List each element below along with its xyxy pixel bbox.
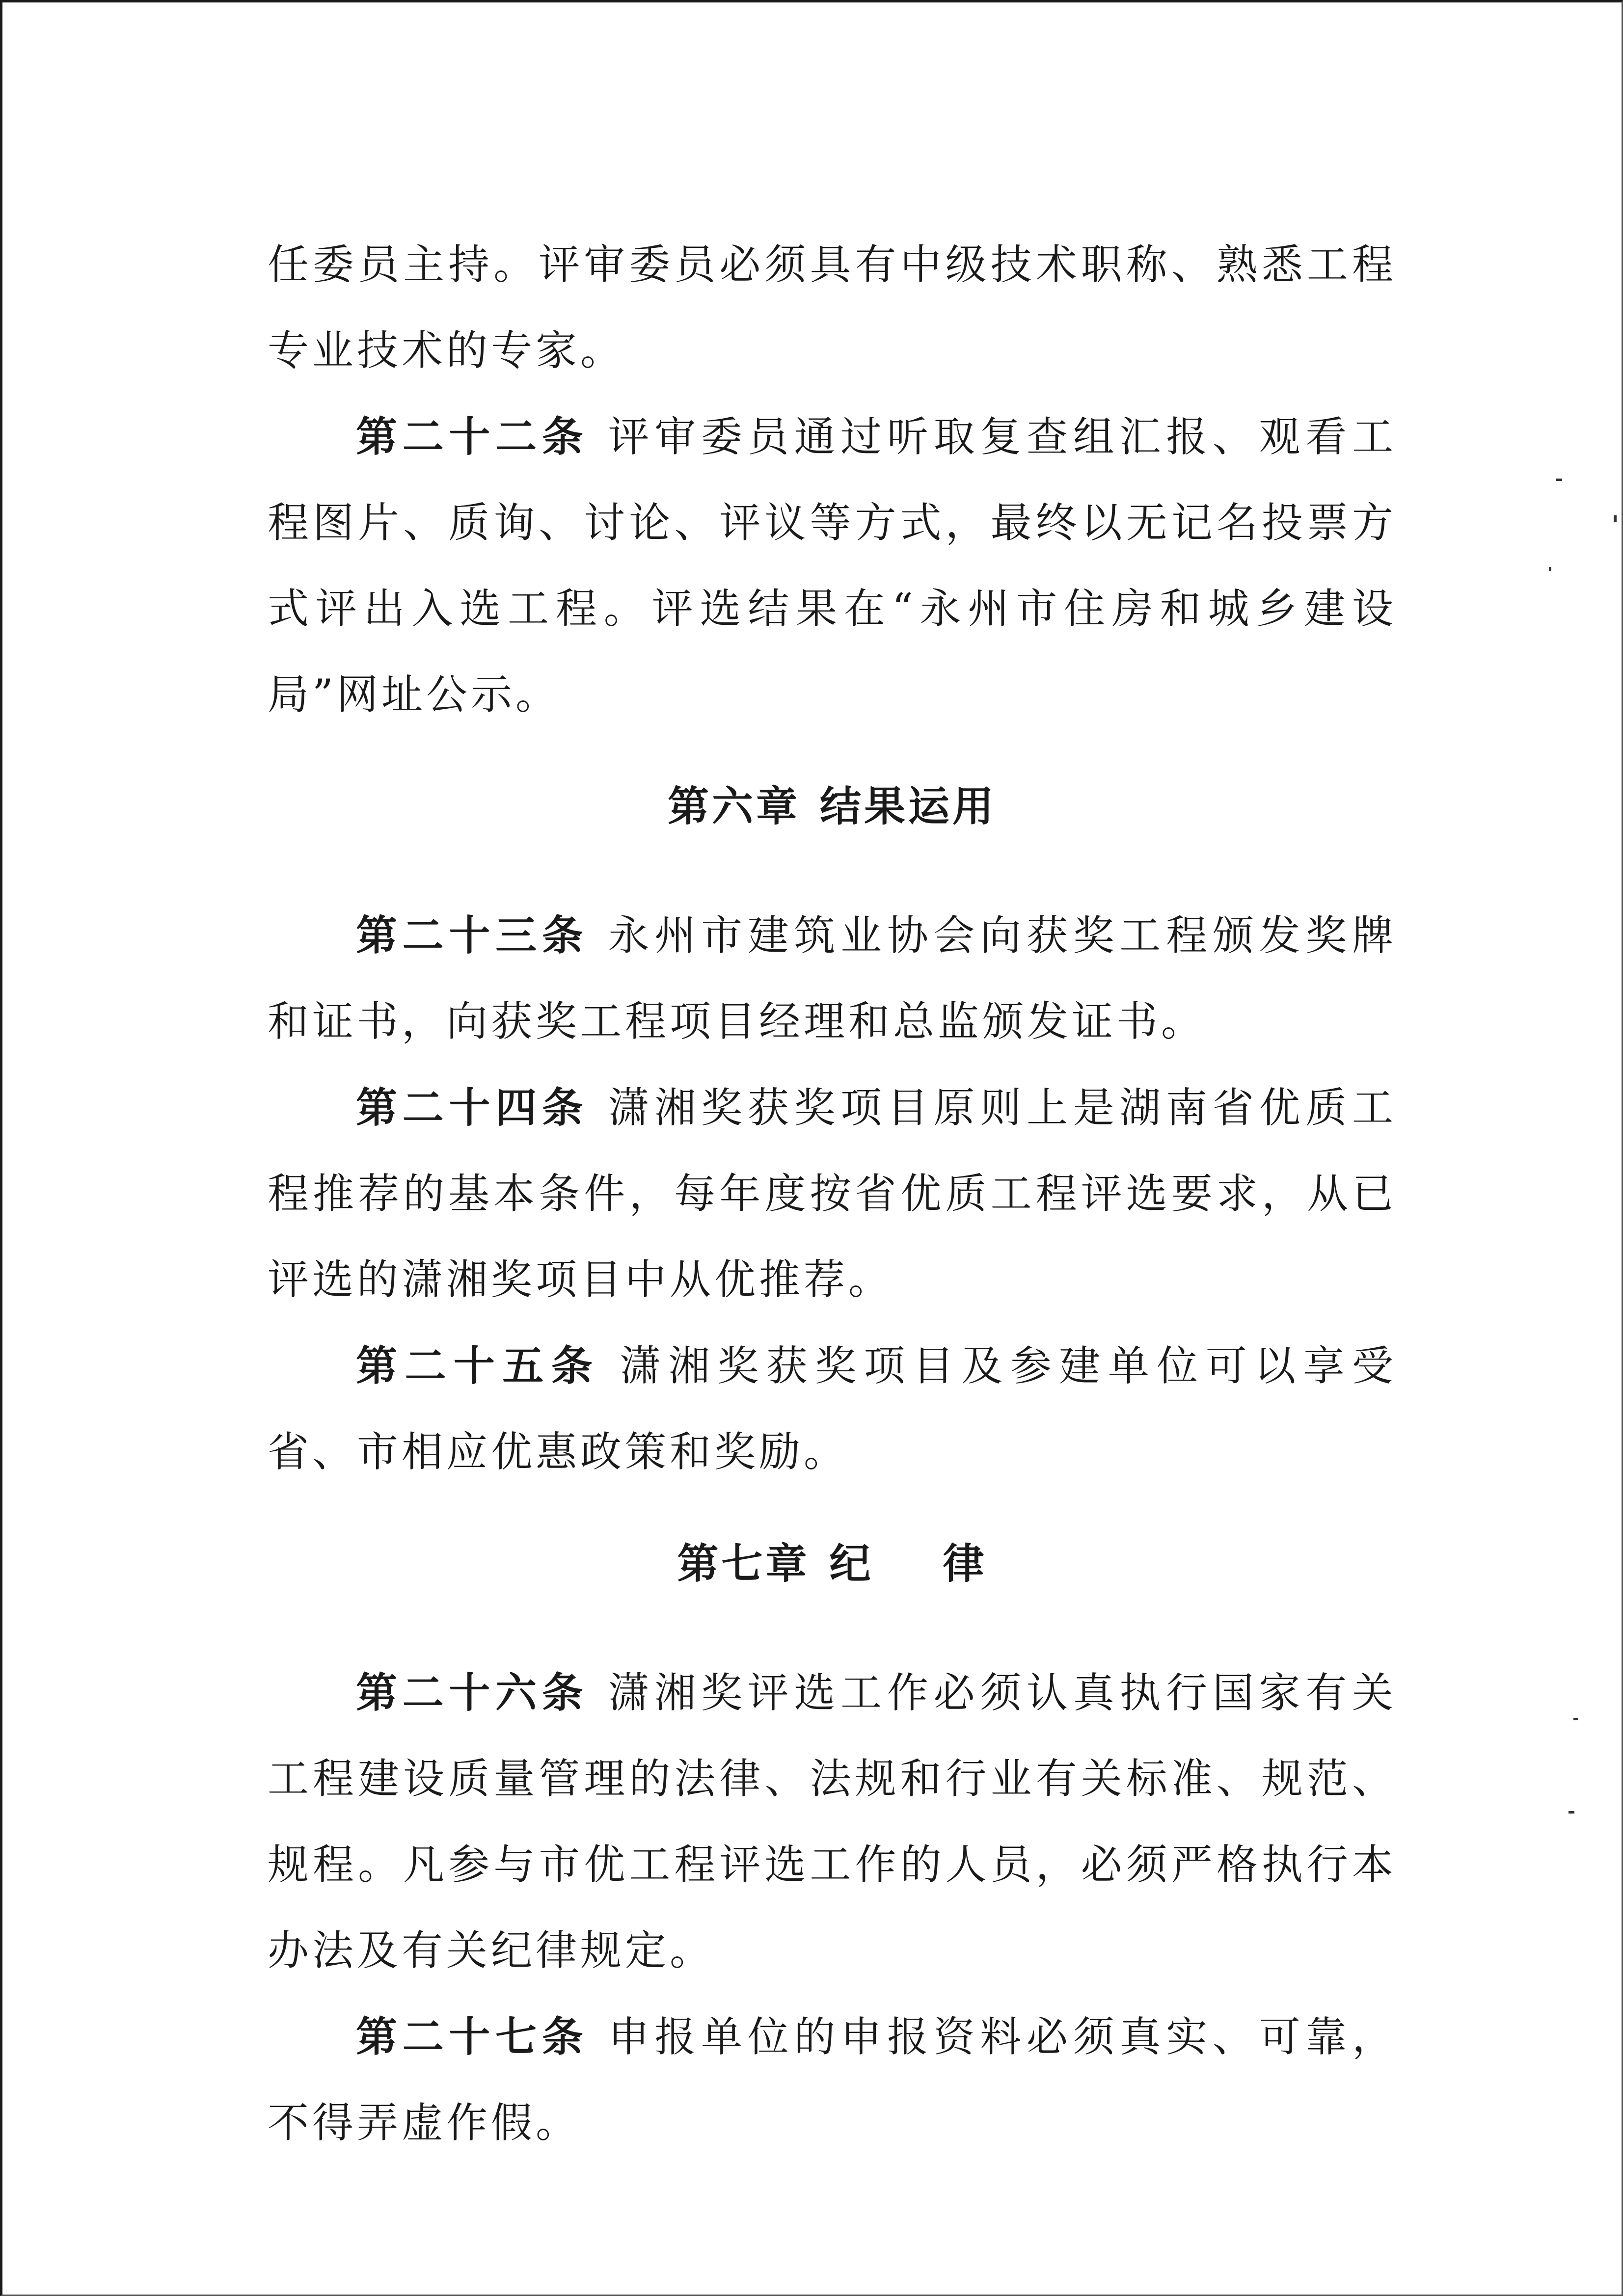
scan-speck xyxy=(1549,567,1551,571)
article-text: 评审委员通过听取复查组汇报、观看工程图片、质询、讨论、评议等方式，最终以无记名投票方式评出入选工程。评选结果在“永州市住房和城乡建设局”网址公示。 xyxy=(268,413,1397,719)
chapter-title: 纪 律 xyxy=(829,1539,987,1588)
article-text: 潇湘奖评选工作必须认真执行国家有关工程建设质量管理的法律、法规和行业有关标准、规范、规程。凡参与市优工程评选工作的人员，必须严格执行本办法及有关纪律规定。 xyxy=(268,1669,1397,1975)
article-text: 潇湘奖获奖项目原则上是湖南省优质工程推荐的基本条件，每年度按省优质工程评选要求，从已评选的潇湘奖项目中从优推荐。 xyxy=(268,1084,1397,1304)
scan-speck xyxy=(1556,479,1562,481)
article-24 xyxy=(268,1065,1397,1323)
article-number: 第二十七条 xyxy=(356,2012,589,2061)
article-number: 第二十六条 xyxy=(356,1668,589,1717)
article-22 xyxy=(268,394,1397,738)
article-26 xyxy=(268,1650,1397,1994)
article-number: 第二十四条 xyxy=(356,1083,589,1132)
article-number: 第二十三条 xyxy=(356,911,589,960)
chapter-number: 第六章 xyxy=(667,782,800,830)
chapter-heading-7 xyxy=(268,1521,1397,1606)
chapter-title: 结果运用 xyxy=(820,782,997,830)
article-text: 永州市建筑业协会向获奖工程颁发奖牌和证书，向获奖工程项目经理和总监颁发证书。 xyxy=(268,911,1397,1045)
article-number: 第二十五条 xyxy=(356,1341,600,1390)
article-27 xyxy=(268,1994,1397,2166)
article-23 xyxy=(268,892,1397,1065)
document-body xyxy=(268,222,1397,2166)
scan-speck xyxy=(1569,1811,1574,1814)
article-text: 申报单位的申报资料必须真实、可靠，不得弄虚作假。 xyxy=(268,2013,1397,2147)
chapter-number: 第七章 xyxy=(677,1539,810,1588)
article-text: 潇湘奖获奖项目及参建单位可以享受省、市相应优惠政策和奖励。 xyxy=(268,1342,1397,1476)
chapter-heading-6 xyxy=(268,763,1397,849)
article-number: 第二十二条 xyxy=(356,412,589,461)
article-25 xyxy=(268,1323,1397,1495)
paragraph-continuation xyxy=(268,222,1397,394)
scan-speck xyxy=(1614,515,1617,522)
scan-speck xyxy=(1573,1718,1578,1720)
paragraph-text: 任委员主持。评审委员必须具有中级技术职称、熟悉工程专业技术的专家。 xyxy=(268,240,1397,374)
